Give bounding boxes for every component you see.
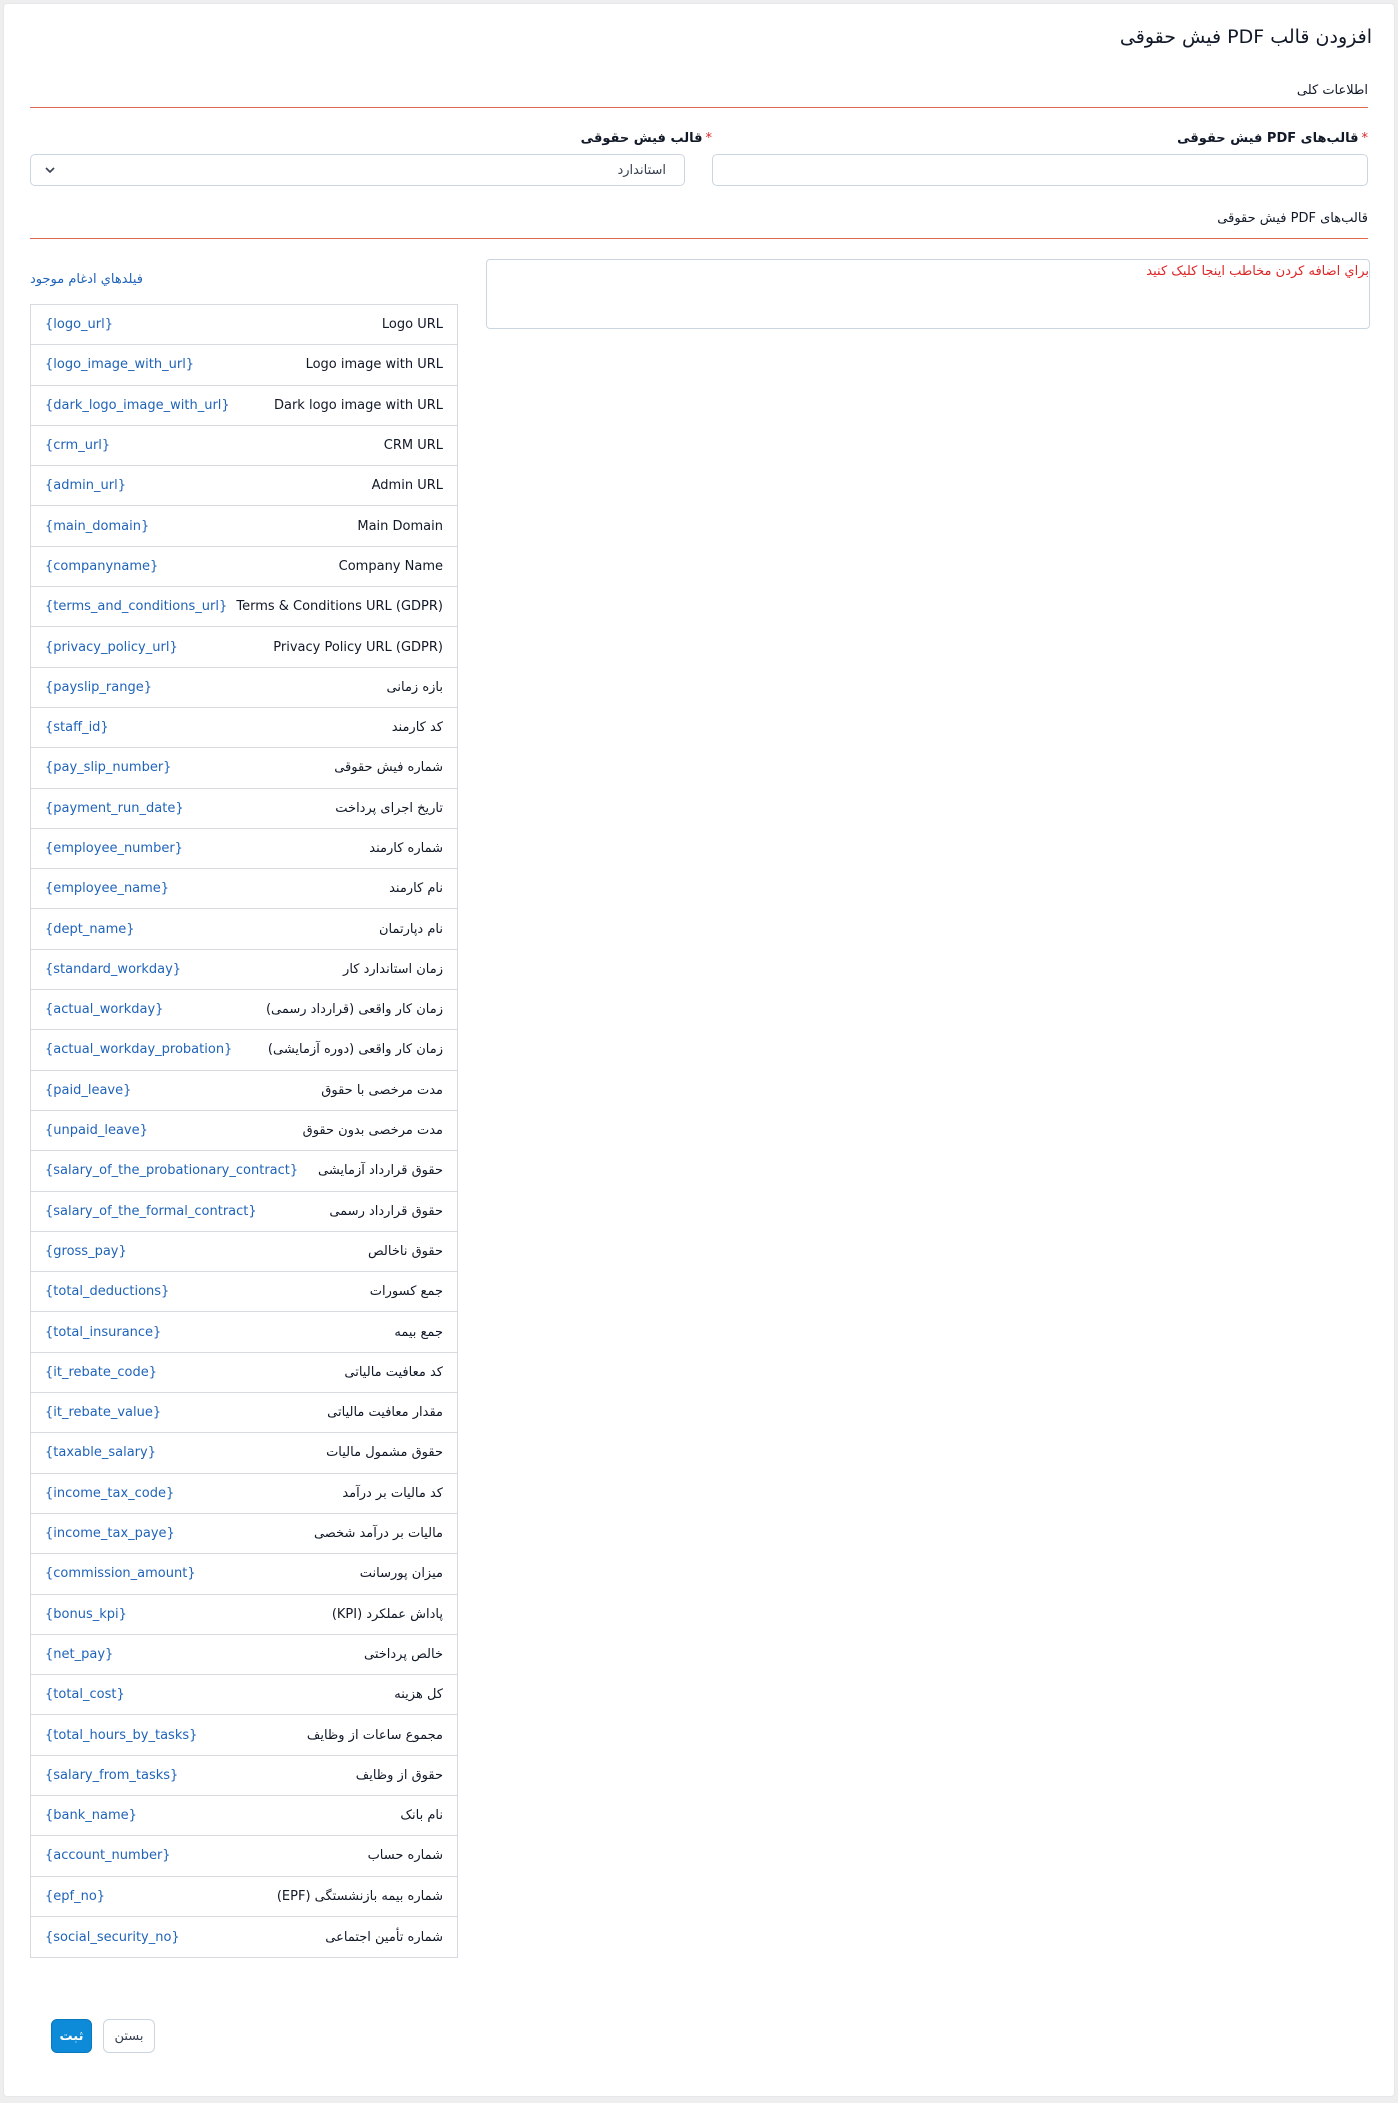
merge-field-key[interactable]: {main_domain}: [45, 518, 150, 534]
general-section-title: اطلاعات کلی: [1296, 83, 1368, 98]
merge-field-label: Terms & Conditions URL (GDPR): [236, 599, 443, 615]
merge-field-key[interactable]: {income_tax_paye}: [45, 1526, 175, 1542]
merge-field-key[interactable]: {gross_pay}: [45, 1243, 127, 1259]
pdf-templates-input[interactable]: [712, 154, 1368, 186]
templates-section-title: قالب‌های PDF فیش حقوقی: [1217, 211, 1368, 226]
merge-field-row: [31, 1796, 457, 1836]
merge-field-key[interactable]: {standard_workday}: [45, 961, 182, 977]
merge-field-row: [31, 1151, 457, 1191]
merge-field-label: شماره بیمه بازنشستگی (EPF): [276, 1888, 443, 1904]
merge-field-key[interactable]: {actual_workday}: [45, 1002, 164, 1018]
merge-field-label: پاداش عملکرد (KPI): [331, 1606, 443, 1622]
template-select-value: استاندارد: [617, 163, 666, 178]
close-button[interactable]: بستن: [103, 2019, 155, 2053]
merge-field-key[interactable]: {actual_workday_probation}: [45, 1042, 233, 1058]
merge-field-row: [31, 869, 457, 909]
merge-field-label: کل هزینه: [394, 1687, 443, 1703]
merge-field-key[interactable]: {paid_leave}: [45, 1082, 132, 1098]
merge-field-row: [31, 829, 457, 869]
merge-field-label: میزان پورسانت: [359, 1566, 443, 1582]
merge-field-row: [31, 547, 457, 587]
merge-field-label: مقدار معافیت مالیاتی: [327, 1405, 443, 1421]
merge-fields-title[interactable]: فيلدهاي ادغام موجود: [30, 272, 143, 287]
pdf-templates-label: [1177, 131, 1368, 146]
merge-field-key[interactable]: {salary_of_the_probationary_contract}: [45, 1163, 299, 1179]
merge-field-key[interactable]: {dark_logo_image_with_url}: [45, 397, 230, 413]
merge-field-label: CRM URL: [383, 438, 443, 454]
merge-field-key[interactable]: {employee_name}: [45, 881, 170, 897]
merge-field-row: [31, 789, 457, 829]
merge-field-label: مدت مرخصی با حقوق: [321, 1082, 443, 1098]
merge-field-key[interactable]: {total_cost}: [45, 1687, 125, 1703]
merge-field-label: کد معافیت مالیاتی: [344, 1364, 443, 1380]
merge-field-key[interactable]: {crm_url}: [45, 438, 111, 454]
merge-field-row: [31, 1192, 457, 1232]
merge-field-key[interactable]: {logo_image_with_url}: [45, 357, 195, 373]
merge-field-label: Logo image with URL: [305, 357, 443, 373]
merge-field-label: نام کارمند: [389, 881, 443, 897]
modal-title: افزودن قالب PDF فیش حقوقی: [1119, 26, 1372, 48]
merge-field-label: حقوق ناخالص: [367, 1243, 443, 1259]
merge-field-row: [31, 1272, 457, 1312]
merge-field-label: مدت مرخصی بدون حقوق: [302, 1123, 443, 1139]
merge-field-row: [31, 1433, 457, 1473]
merge-field-label: مجموع ساعات از وظایف: [306, 1727, 443, 1743]
submit-button[interactable]: ثبت: [51, 2019, 92, 2053]
merge-field-label: نام بانک: [400, 1808, 443, 1824]
template-select[interactable]: [30, 154, 685, 186]
template-label-text: قالب فیش حقوقی: [580, 131, 703, 146]
merge-field-row: [31, 1635, 457, 1675]
template-label: [581, 131, 712, 146]
merge-field-row: [31, 1877, 457, 1917]
merge-field-row: [31, 1715, 457, 1755]
merge-field-row: [31, 668, 457, 708]
merge-field-key[interactable]: {total_deductions}: [45, 1284, 170, 1300]
merge-fields-table: [30, 304, 458, 1958]
merge-field-row: [31, 466, 457, 506]
merge-field-row: [31, 587, 457, 627]
merge-field-label: حقوق قرارداد آزمایشی: [317, 1163, 443, 1179]
merge-field-label: جمع کسورات: [369, 1284, 443, 1300]
merge-field-label: کد کارمند: [391, 720, 443, 736]
merge-field-label: Logo URL: [381, 317, 443, 333]
merge-field-key[interactable]: {income_tax_code}: [45, 1485, 175, 1501]
merge-field-label: حقوق مشمول مالیات: [326, 1445, 443, 1461]
merge-field-row: [31, 1595, 457, 1635]
merge-field-label: کد مالیات بر درآمد: [342, 1485, 443, 1501]
merge-field-label: شماره تأمین اجتماعی: [325, 1929, 443, 1945]
templates-section-divider: [30, 238, 1368, 239]
merge-field-key[interactable]: {dept_name}: [45, 921, 135, 937]
merge-field-row: [31, 426, 457, 466]
merge-field-label: زمان کار واقعی (دوره آزمایشی): [267, 1042, 443, 1058]
merge-field-row: [31, 1554, 457, 1594]
merge-field-key[interactable]: {admin_url}: [45, 478, 126, 494]
merge-field-row: [31, 1393, 457, 1433]
merge-field-row: [31, 1030, 457, 1070]
general-section-divider: [30, 107, 1368, 108]
merge-field-key[interactable]: {account_number}: [45, 1848, 171, 1864]
merge-field-row: [31, 386, 457, 426]
merge-field-label: شماره فیش حقوقی: [334, 760, 443, 776]
merge-field-label: جمع بیمه: [394, 1324, 443, 1340]
merge-field-key[interactable]: {commission_amount}: [45, 1566, 196, 1582]
merge-field-row: [31, 990, 457, 1030]
merge-field-row: [31, 708, 457, 748]
merge-field-key[interactable]: {unpaid_leave}: [45, 1123, 148, 1139]
merge-field-label: Company Name: [338, 558, 443, 574]
merge-field-row: [31, 1474, 457, 1514]
merge-field-row: [31, 909, 457, 949]
merge-field-key[interactable]: {social_security_no}: [45, 1929, 180, 1945]
merge-field-row: [31, 748, 457, 788]
merge-field-row: [31, 1514, 457, 1554]
merge-field-key[interactable]: {employee_number}: [45, 841, 183, 856]
merge-field-key[interactable]: {epf_no}: [45, 1888, 106, 1904]
merge-field-key[interactable]: {taxable_salary}: [45, 1445, 156, 1461]
merge-field-label: خالص پرداختی: [363, 1646, 443, 1662]
merge-field-label: حقوق از وظایف: [355, 1767, 443, 1783]
merge-field-row: [31, 1111, 457, 1151]
merge-field-key[interactable]: {salary_of_the_formal_contract}: [45, 1203, 257, 1219]
merge-field-key[interactable]: {logo_url}: [45, 317, 114, 333]
merge-field-key[interactable]: {payslip_range}: [45, 679, 153, 695]
merge-field-key[interactable]: {bank_name}: [45, 1808, 137, 1824]
pdf-templates-label-text: قالب‌های PDF فیش حقوقی: [1177, 131, 1359, 146]
merge-field-label: بازه زمانی: [386, 679, 443, 695]
merge-field-row: [31, 1917, 457, 1957]
merge-field-key[interactable]: {payment_run_date}: [45, 800, 184, 816]
merge-field-row: [31, 506, 457, 546]
merge-field-row: [31, 305, 457, 345]
merge-field-key[interactable]: {bonus_kpi}: [45, 1606, 127, 1622]
merge-field-label: Main Domain: [357, 518, 443, 534]
contact-editor-area[interactable]: [486, 259, 1370, 329]
chevron-down-icon: [43, 163, 57, 177]
merge-field-row: [31, 1312, 457, 1352]
merge-field-label: Dark logo image with URL: [273, 397, 443, 413]
merge-field-key[interactable]: {it_rebate_value}: [45, 1405, 162, 1421]
merge-field-row: [31, 1836, 457, 1876]
merge-field-row: [31, 1756, 457, 1796]
merge-field-key[interactable]: {it_rebate_code}: [45, 1364, 157, 1380]
merge-field-row: [31, 1675, 457, 1715]
merge-field-label: زمان استاندارد کار: [343, 961, 443, 977]
merge-field-row: [31, 950, 457, 990]
merge-field-label: نام دپارتمان: [378, 921, 443, 937]
merge-field-key[interactable]: {total_hours_by_tasks}: [45, 1727, 198, 1743]
add-payslip-template-modal: [3, 3, 1395, 2097]
merge-field-key[interactable]: {privacy_policy_url}: [45, 639, 178, 655]
merge-field-key[interactable]: {net_pay}: [45, 1646, 114, 1662]
merge-field-row: [31, 345, 457, 385]
merge-field-label: شماره حساب: [367, 1848, 443, 1864]
merge-field-row: [31, 1071, 457, 1111]
merge-field-key[interactable]: {salary_from_tasks}: [45, 1767, 179, 1783]
merge-field-label: شماره کارمند: [369, 841, 443, 856]
merge-field-label: حقوق قرارداد رسمی: [329, 1203, 443, 1219]
merge-field-label: Privacy Policy URL (GDPR): [273, 639, 443, 655]
merge-field-row: [31, 1353, 457, 1393]
merge-field-label: زمان کار واقعی (قرارداد رسمی): [265, 1002, 443, 1018]
merge-field-key[interactable]: {staff_id}: [45, 720, 109, 736]
merge-field-label: Admin URL: [371, 478, 443, 494]
merge-field-key[interactable]: {pay_slip_number}: [45, 760, 172, 776]
merge-field-key[interactable]: {total_insurance}: [45, 1324, 162, 1340]
merge-field-label: مالیات بر درآمد شخصی: [313, 1526, 443, 1542]
merge-field-row: [31, 1232, 457, 1272]
merge-field-key[interactable]: {terms_and_conditions_url}: [45, 599, 228, 615]
merge-field-row: [31, 627, 457, 667]
merge-field-key[interactable]: {companyname}: [45, 558, 159, 574]
add-contact-prompt[interactable]: براي اضافه کردن مخاطب اينجا کليک کنيد: [1146, 264, 1369, 279]
required-mark: *: [705, 131, 712, 146]
required-mark: *: [1361, 131, 1368, 146]
merge-field-label: تاریخ اجرای پرداخت: [335, 800, 443, 816]
